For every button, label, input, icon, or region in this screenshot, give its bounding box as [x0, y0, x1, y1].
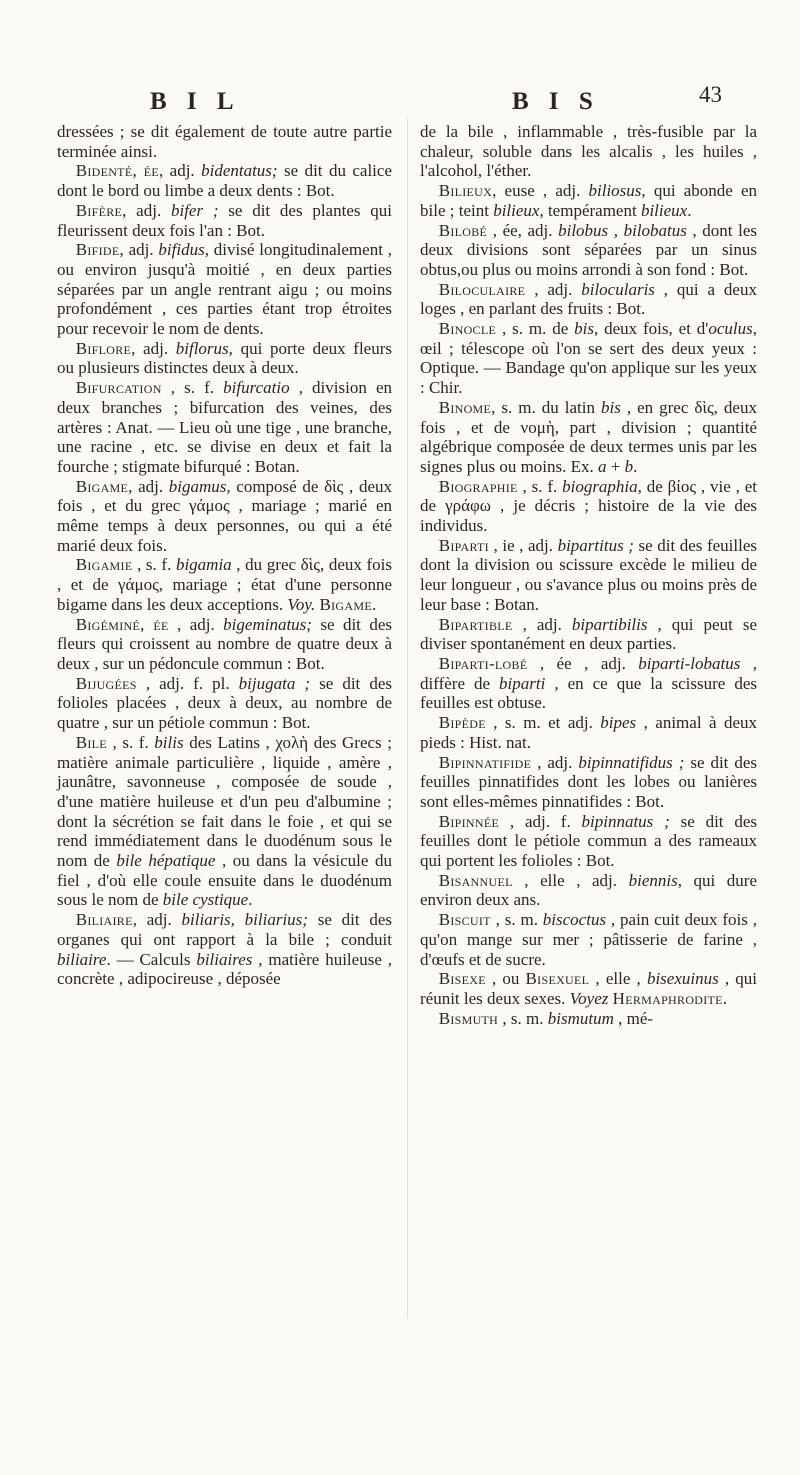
italic-term: bipes: [600, 713, 637, 733]
entry-text: , ie , adj.: [488, 535, 558, 555]
entry-text: , s. m. et adj.: [485, 713, 601, 733]
entry-text: .: [687, 200, 692, 220]
entry-text: , adj. f.: [499, 811, 582, 831]
entry-text: , division en deux branches ; bifurcation des veines, des artères : Anat. — Lieu où une tige , une branche, une racine , etc. se divise en deux et fait la fourche ; stigmate bifurqué : Botan.: [57, 378, 392, 476]
running-head-left: B I L: [150, 88, 241, 115]
italic-term: bipinnatifidus ;: [578, 752, 685, 772]
italic-term: bijugata ;: [238, 673, 311, 693]
entry-text: , s. m.: [498, 1008, 548, 1028]
entry-text: se dit des organes qui ont rapport à la bile ; conduit: [57, 910, 392, 949]
entry-text: , s. f.: [517, 476, 563, 496]
entry-text: , adj.: [512, 614, 572, 634]
entry-text: , matière huileuse , concrète , adipocireuse , déposée: [57, 949, 392, 989]
italic-term: bipinnatus ;: [581, 811, 670, 831]
headword: Biliaire: [75, 910, 133, 930]
entry-text: , adj.: [122, 200, 171, 220]
entry-text: , euse , adj.: [492, 181, 589, 201]
column-divider: [407, 118, 408, 1318]
italic-term: biscoctus: [542, 910, 607, 930]
dictionary-entry: [57, 674, 392, 733]
headword: Bijugées: [75, 673, 137, 693]
italic-term: bilocularis: [581, 279, 655, 299]
italic-term: biennis: [628, 870, 678, 890]
dictionary-entry: [57, 615, 392, 674]
entry-text: , divisé longitudinalement , ou environ jusqu'à moitié , en deux parties séparées par un angle rentrant aigu ; ou moins profondément , ces parties étant trop étroites pour recevoir le nom de dents.: [57, 240, 392, 339]
entry-text: , animal à deux pieds : Hist. nat.: [420, 713, 757, 752]
entry-text: , adj.: [131, 338, 176, 358]
headword: Biscuit: [438, 910, 491, 930]
dictionary-entry: [420, 181, 757, 220]
entry-text: dressées ; se dit également de toute autre partie terminée ainsi.: [57, 122, 392, 161]
headword: Bidenté, ée: [75, 161, 159, 181]
dictionary-entry: [57, 378, 392, 477]
entry-text: , deux fois, et d': [593, 319, 709, 339]
dictionary-entry: [420, 812, 757, 871]
italic-term: biographia: [562, 476, 638, 496]
entry-text: se dit des folioles placées , deux à deux, au nombre de quatre , sur un pétiole commun : Bot.: [57, 673, 392, 733]
entry-text: , qui réunit les deux sexes.: [420, 969, 757, 1008]
headword: Bisexe: [438, 969, 486, 989]
italic-term: bigeminatus;: [223, 614, 312, 634]
italic-term: biliaire: [57, 949, 107, 969]
entry-text: , adj.: [119, 240, 159, 260]
headword: Bifide: [75, 240, 120, 260]
dictionary-entry: [420, 753, 757, 812]
italic-term: bis: [574, 319, 594, 339]
italic-term: bipartitus ;: [557, 535, 634, 555]
headword: Bifurcation: [75, 378, 162, 398]
dictionary-entry: [57, 555, 392, 614]
page-number: 43: [699, 82, 722, 107]
entry-text: , adj.: [168, 614, 224, 634]
headword: Biloculaire: [438, 279, 526, 299]
italic-term: bilieux: [640, 200, 688, 220]
dictionary-entry: [420, 615, 757, 654]
entry-text: , qui abonde en bile ; teint: [420, 181, 757, 220]
headword: Bisexuel: [525, 969, 590, 989]
entry-continuation: [420, 122, 757, 181]
entry-text: , de βίος , vie , et de γράφω , je décris ; histoire de la vie des individus.: [420, 476, 757, 536]
dictionary-entry: [420, 871, 757, 910]
headword: Bisannuel: [438, 870, 513, 890]
entry-text: , elle ,: [589, 969, 647, 989]
headword: Bilobé: [438, 220, 488, 240]
italic-term: biparti-lobatus: [638, 653, 741, 673]
dictionary-entry: [420, 398, 757, 477]
entry-text: se dit des feuilles pinnatifides dont les lobes ou lanières sont elles-mêmes pinnatifides : Bot.: [420, 752, 757, 811]
headword: Binome: [438, 397, 492, 417]
headword: Bile: [75, 732, 107, 752]
italic-term: bigamia: [175, 555, 232, 575]
entry-text: , s. m. du latin: [491, 397, 601, 417]
entry-text: , composé de δὶς , deux fois , et du grec γάμος , mariage ; marié en même temps à deux personnes, ou qui a été marié deux fois.: [57, 476, 392, 555]
entry-text: , ée , adj.: [527, 653, 639, 673]
italic-term: bile hépatique: [116, 851, 216, 871]
dictionary-entry: [420, 1009, 757, 1029]
entry-text: des Latins , χολὴ des Grecs ; matière animale particulière , liquide , amère , jaunâtre, savonneuse , composée de soude , d'une matière huileuse et d'un peu d'albumine ; dont la sécrétion se fait dans le foie , et qui se rend immédiatement dans le duodénum sous le nom de: [57, 732, 392, 871]
headword: Bigame: [75, 476, 129, 496]
dictionary-entry: [420, 221, 757, 280]
dictionary-entry: [420, 280, 757, 319]
entry-text: , adj.: [531, 752, 579, 772]
entry-text: , s. m.: [490, 910, 543, 930]
italic-term: oculus: [708, 319, 753, 339]
dictionary-entry: [420, 477, 757, 536]
entry-text: , ou: [485, 969, 526, 989]
entry-text: , pain cuit deux fois , qu'on mange sur mer ; pâtisserie de farine , d'œufs et de sucre.: [420, 910, 757, 969]
entry-text: , adj.: [525, 279, 582, 299]
entry-text: , qui dure environ deux ans.: [420, 870, 757, 910]
italic-term: bilis: [154, 732, 184, 752]
dictionary-entry: [57, 477, 392, 556]
headword: Bilieux: [438, 181, 493, 201]
dictionary-entry: [420, 654, 757, 713]
entry-text: , du grec δὶς, deux fois , et de γάμος, mariage ; état d'une personne bigame dans les deux acceptions.: [57, 555, 392, 614]
entry-text: , ou dans la vésicule du fiel , d'où elle coule ensuite dans le duodénum sous le nom de: [57, 851, 392, 910]
entry-text: , adj.: [132, 910, 182, 930]
entry-text: .: [633, 456, 638, 476]
entry-text: . — Calculs: [106, 949, 197, 969]
entry-text: , s. f.: [106, 732, 155, 752]
headword: Biparti: [438, 535, 489, 555]
headword: Bigéminé, ée: [75, 614, 169, 634]
italic-term: Voyez: [569, 988, 609, 1008]
entry-text: , ée, adj.: [487, 220, 559, 240]
dictionary-entry: [57, 910, 392, 989]
italic-term: biliosus: [588, 181, 642, 201]
entry-text: , en ce que la scissure des feuilles est obtuse.: [420, 673, 757, 713]
dictionary-entry: [57, 733, 392, 910]
dictionary-entry: [420, 319, 757, 398]
entry-text: , œil ; télescope où l'on se sert des deux yeux : Optique. — Bandage qu'on applique sur les yeux : Chir.: [420, 319, 757, 398]
dictionary-entry: [57, 339, 392, 378]
entry-text: , s. m. de: [496, 319, 575, 339]
entry-text: , s. f.: [132, 555, 176, 575]
entry-text: de la bile , inflammable , très-fusible par la chaleur, soluble dans les alcalis , les huiles , l'alcohol, l'éther.: [420, 122, 757, 181]
headword: Bipartible: [438, 614, 513, 634]
headword: Biographie: [438, 476, 518, 496]
dictionary-entry: [420, 969, 757, 1008]
dictionary-entry: [420, 910, 757, 969]
italic-term: a: [598, 456, 607, 476]
headword: Binocle: [438, 319, 497, 339]
italic-term: bidentatus;: [201, 161, 278, 181]
entry-text: , adj.: [128, 476, 169, 496]
italic-term: bigamus: [168, 476, 227, 496]
entry-text: se dit du calice dont le bord ou limbe a deux dents : Bot.: [57, 161, 392, 201]
entry-text: .: [248, 890, 253, 910]
italic-term: biliaires: [196, 949, 253, 969]
italic-term: bisexuinus: [646, 969, 719, 989]
italic-term: biflorus: [175, 338, 229, 358]
italic-term: bis: [600, 397, 621, 417]
italic-term: b: [624, 456, 634, 476]
italic-term: bifurcatio: [223, 378, 290, 398]
headword: Bifère: [75, 200, 123, 220]
entry-text: , qui a deux loges , en parlant des fruits : Bot.: [420, 279, 757, 319]
entry-text: , mé-: [613, 1008, 654, 1028]
headword: Biflore: [75, 338, 132, 358]
entry-text: se dit des feuilles dont le pétiole commun a des rameaux qui portent les folioles : Bot.: [420, 811, 757, 871]
entry-text: , qui peut se diviser spontanément en deux parties.: [420, 614, 757, 654]
italic-term: bilobus , bilobatus: [558, 220, 687, 240]
entry-text: se dit des feuilles dont la division ou scissure excède le milieu de leur longueur , ou s'avance plus ou moins près de leur base : Botan.: [420, 535, 757, 614]
entry-text: .: [371, 594, 377, 614]
entry-text: , diffère de: [420, 653, 758, 693]
italic-term: biliaris, biliarius;: [181, 910, 308, 930]
entry-text: , qui porte deux fleurs ou plusieurs distinctes deux à deux.: [57, 338, 392, 378]
italic-term: bismutum: [547, 1008, 614, 1028]
headword: Bipède: [438, 713, 486, 733]
entry-text: se dit des fleurs qui croissent au nombre de quatre deux à deux , sur un pédoncule commun : Bot.: [57, 614, 392, 673]
headword: Bigamie: [75, 555, 133, 575]
headword: Bipinnée: [438, 811, 500, 831]
headword: Biparti-lobé: [438, 653, 528, 673]
italic-term: bifidus: [158, 240, 205, 260]
entry-text: , en grec δὶς, deux fois , et de νομὴ, part , division ; quantité algébrique composée de deux termes unis par les signes plus ou moins. Ex.: [420, 397, 757, 476]
italic-term: bipartibilis: [571, 614, 648, 634]
entry-continuation: [57, 122, 392, 161]
entry-text: , adj. f. pl.: [136, 673, 239, 693]
dictionary-entry: [420, 536, 757, 615]
entry-text: , adj.: [158, 161, 202, 181]
italic-term: bile cystique: [162, 890, 249, 910]
italic-term: biparti: [499, 673, 546, 693]
italic-term: bilieux: [493, 200, 540, 220]
headword: Bipinnatifide: [438, 752, 532, 772]
entry-text: , tempérament: [539, 200, 641, 220]
entry-text: +: [606, 456, 625, 476]
dictionary-entry: [57, 201, 392, 240]
entry-text: se dit des plantes qui fleurissent deux fois l'an : Bot.: [57, 200, 392, 240]
dictionary-entry: [420, 713, 757, 752]
dictionary-entry: [57, 240, 392, 339]
entry-text: .: [722, 988, 728, 1008]
entry-text: , dont les deux divisions sont séparées par un sinus obtus,ou plus ou moins arrondi à son fond : Bot.: [420, 220, 758, 279]
headword: Bigame: [319, 594, 372, 614]
italic-term: bifer ;: [170, 200, 219, 220]
headword: Bismuth: [438, 1008, 499, 1028]
headword: Hermaphrodite: [612, 988, 723, 1008]
italic-term: Voy.: [287, 594, 316, 614]
running-head-right: B I S: [512, 88, 600, 115]
entry-text: , elle , adj.: [512, 870, 629, 890]
left-column: [57, 122, 392, 989]
entry-text: , s. f.: [161, 378, 224, 398]
dictionary-entry: [57, 161, 392, 200]
right-column: [420, 122, 757, 1028]
